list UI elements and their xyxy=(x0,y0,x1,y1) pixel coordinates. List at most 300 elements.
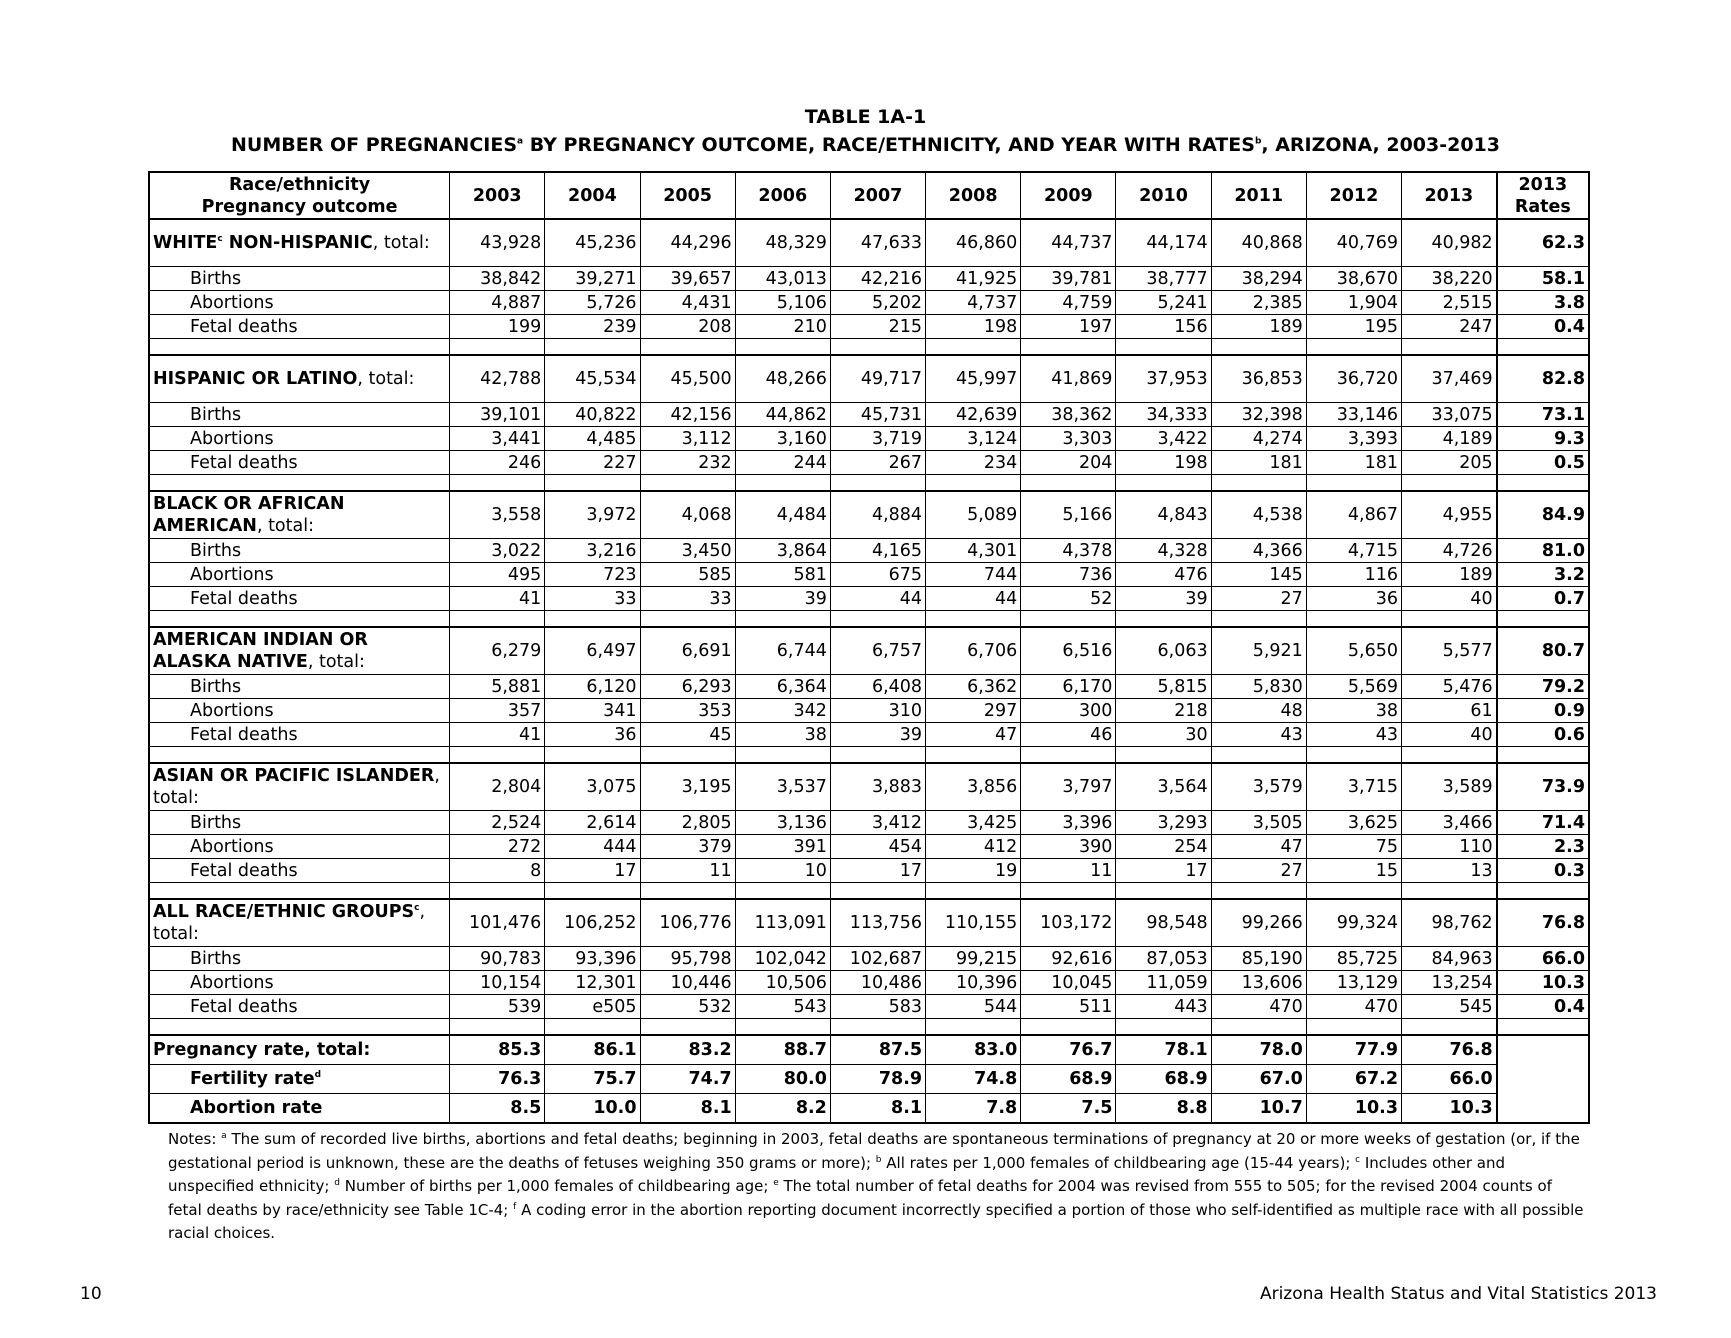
table-cell: 33,146 xyxy=(1306,403,1401,427)
outcome-row xyxy=(149,267,1589,291)
table-cell: 44,862 xyxy=(735,403,830,427)
table-cell: 2,805 xyxy=(640,811,735,835)
table-cell: 3,864 xyxy=(735,539,830,563)
table-cell: 254 xyxy=(1116,835,1211,859)
spacer-cell xyxy=(1211,475,1306,492)
table-cell: 36,853 xyxy=(1211,355,1306,403)
table-cell: 3,136 xyxy=(735,811,830,835)
group-total-suffix: , total: xyxy=(153,766,440,808)
spacer-cell xyxy=(450,883,545,900)
spacer-cell xyxy=(1116,747,1211,764)
footnote-marker: f xyxy=(513,1201,517,1212)
table-cell: 2,515 xyxy=(1402,291,1497,315)
table-cell: 3,450 xyxy=(640,539,735,563)
table-cell: 3,715 xyxy=(1306,763,1401,811)
group-total-row xyxy=(149,627,1589,675)
table-cell: 244 xyxy=(735,451,830,475)
spacer-cell xyxy=(450,1019,545,1036)
spacer-cell xyxy=(545,1019,640,1036)
spacer-row xyxy=(149,339,1589,356)
outcome-label: Abortions xyxy=(149,563,450,587)
table-cell: 40 xyxy=(1402,587,1497,611)
table-cell: 85,725 xyxy=(1306,947,1401,971)
table-cell: 412 xyxy=(926,835,1021,859)
table-cell: 103,172 xyxy=(1021,899,1116,947)
table-cell: 44 xyxy=(926,587,1021,611)
table-cell: 40 xyxy=(1402,723,1497,747)
spacer-cell xyxy=(1211,747,1306,764)
spacer-row xyxy=(149,883,1589,900)
spacer-cell xyxy=(1306,611,1401,628)
table-cell: 47 xyxy=(1211,835,1306,859)
table-cell: 17 xyxy=(545,859,640,883)
table-cell: 2,524 xyxy=(450,811,545,835)
table-cell: 7.5 xyxy=(1021,1094,1116,1124)
table-cell: e505 xyxy=(545,995,640,1019)
table-cell: 102,042 xyxy=(735,947,830,971)
table-cell: 391 xyxy=(735,835,830,859)
rate-row xyxy=(149,1094,1589,1124)
rate-cell: 80.7 xyxy=(1497,627,1589,675)
table-cell: 61 xyxy=(1402,699,1497,723)
table-cell: 92,616 xyxy=(1021,947,1116,971)
spacer-cell xyxy=(640,1019,735,1036)
table-cell: 246 xyxy=(450,451,545,475)
table-cell: 6,063 xyxy=(1116,627,1211,675)
header-year: 2006 xyxy=(735,172,830,219)
table-cell: 45,997 xyxy=(926,355,1021,403)
table-cell: 78.9 xyxy=(830,1065,925,1094)
header-year: 2007 xyxy=(830,172,925,219)
table-cell: 495 xyxy=(450,563,545,587)
table-cell: 156 xyxy=(1116,315,1211,339)
footnote-marker: c xyxy=(1355,1154,1361,1165)
table-cell: 3,393 xyxy=(1306,427,1401,451)
footnote-marker: d xyxy=(334,1178,340,1188)
table-cell: 2,614 xyxy=(545,811,640,835)
table-cell: 38,777 xyxy=(1116,267,1211,291)
table-cell: 75.7 xyxy=(545,1065,640,1094)
table-cell: 6,516 xyxy=(1021,627,1116,675)
spacer-cell xyxy=(450,747,545,764)
table-cell: 38,362 xyxy=(1021,403,1116,427)
table-cell: 3,883 xyxy=(830,763,925,811)
table-cell: 106,776 xyxy=(640,899,735,947)
group-total-suffix: , total: xyxy=(153,902,426,944)
table-cell: 545 xyxy=(1402,995,1497,1019)
table-cell: 4,884 xyxy=(830,491,925,539)
table-cell: 4,843 xyxy=(1116,491,1211,539)
table-cell: 5,241 xyxy=(1116,291,1211,315)
table-cell: 41 xyxy=(450,723,545,747)
table-cell: 205 xyxy=(1402,451,1497,475)
outcome-row xyxy=(149,835,1589,859)
spacer-cell xyxy=(149,747,450,764)
table-cell: 38 xyxy=(1306,699,1401,723)
spacer-cell xyxy=(1497,883,1589,900)
outcome-label: Births xyxy=(149,811,450,835)
outcome-row xyxy=(149,587,1589,611)
group-total-row xyxy=(149,491,1589,539)
rate-cell: 71.4 xyxy=(1497,811,1589,835)
table-cell: 46,860 xyxy=(926,219,1021,267)
table-cell: 4,867 xyxy=(1306,491,1401,539)
table-cell: 10,154 xyxy=(450,971,545,995)
table-cell: 39 xyxy=(735,587,830,611)
table-cell: 39 xyxy=(830,723,925,747)
table-cell: 5,815 xyxy=(1116,675,1211,699)
table-cell: 98,762 xyxy=(1402,899,1497,947)
spacer-cell xyxy=(545,339,640,356)
header-year: 2010 xyxy=(1116,172,1211,219)
table-cell: 43 xyxy=(1306,723,1401,747)
table-cell: 4,274 xyxy=(1211,427,1306,451)
table-cell: 41 xyxy=(450,587,545,611)
outcome-label: Fetal deaths xyxy=(149,995,450,1019)
table-cell: 10,506 xyxy=(735,971,830,995)
table-cell: 10.3 xyxy=(1306,1094,1401,1124)
outcome-row xyxy=(149,563,1589,587)
table-cell: 10,486 xyxy=(830,971,925,995)
header-year: 2012 xyxy=(1306,172,1401,219)
spacer-cell xyxy=(1116,883,1211,900)
table-cell: 13,129 xyxy=(1306,971,1401,995)
spacer-cell xyxy=(1021,611,1116,628)
table-cell: 44 xyxy=(830,587,925,611)
table-cell: 36 xyxy=(545,723,640,747)
table-cell: 3,625 xyxy=(1306,811,1401,835)
blank-cell xyxy=(1497,1094,1589,1124)
outcome-label: Abortions xyxy=(149,427,450,451)
table-cell: 37,953 xyxy=(1116,355,1211,403)
table-cell: 67.0 xyxy=(1211,1065,1306,1094)
rate-label-text: Abortion rate xyxy=(190,1098,323,1118)
table-cell: 267 xyxy=(830,451,925,475)
table-cell: 38,220 xyxy=(1402,267,1497,291)
table-cell: 1,904 xyxy=(1306,291,1401,315)
spacer-cell xyxy=(1116,1019,1211,1036)
table-cell: 76.8 xyxy=(1402,1035,1497,1065)
outcome-label: Abortions xyxy=(149,699,450,723)
table-cell: 46 xyxy=(1021,723,1116,747)
table-cell: 45 xyxy=(640,723,735,747)
table-cell: 45,534 xyxy=(545,355,640,403)
header-year: 2011 xyxy=(1211,172,1306,219)
spacer-cell xyxy=(926,1019,1021,1036)
spacer-cell xyxy=(926,883,1021,900)
table-cell: 357 xyxy=(450,699,545,723)
table-cell: 33,075 xyxy=(1402,403,1497,427)
group-name: ALL RACE/ETHNIC GROUPS xyxy=(153,902,415,922)
header-year: 2009 xyxy=(1021,172,1116,219)
table-cell: 40,769 xyxy=(1306,219,1401,267)
spacer-cell xyxy=(545,747,640,764)
table-cell: 3,396 xyxy=(1021,811,1116,835)
footnote-marker: b xyxy=(875,1154,882,1165)
group-total-label xyxy=(149,899,450,947)
table-cell: 145 xyxy=(1211,563,1306,587)
table-cell: 27 xyxy=(1211,859,1306,883)
spacer-cell xyxy=(735,883,830,900)
outcome-label: Fetal deaths xyxy=(149,859,450,883)
page-number: 10 xyxy=(80,1284,102,1304)
table-cell: 204 xyxy=(1021,451,1116,475)
table-cell: 83.0 xyxy=(926,1035,1021,1065)
rate-cell: 79.2 xyxy=(1497,675,1589,699)
table-cell: 583 xyxy=(830,995,925,1019)
rate-label-text: Pregnancy rate, total: xyxy=(153,1040,371,1060)
table-cell: 3,022 xyxy=(450,539,545,563)
outcome-row xyxy=(149,315,1589,339)
table-cell: 3,564 xyxy=(1116,763,1211,811)
spacer-cell xyxy=(926,475,1021,492)
rate-cell: 76.8 xyxy=(1497,899,1589,947)
spacer-cell xyxy=(1306,475,1401,492)
table-title: NUMBER OF PREGNANCIES$^a$ BY PREGNANCY OUTCOME, RACE/ETHNICITY, AND YEAR WITH RATES$^b$, ARIZONA, 2003-2013 xyxy=(231,134,1500,156)
table-cell: 48,329 xyxy=(735,219,830,267)
spacer-cell xyxy=(830,475,925,492)
outcome-label: Births xyxy=(149,675,450,699)
group-total-suffix: , total: xyxy=(372,233,430,253)
table-cell: 43,013 xyxy=(735,267,830,291)
table-cell: 49,717 xyxy=(830,355,925,403)
rate-label xyxy=(149,1065,450,1094)
table-cell: 90,783 xyxy=(450,947,545,971)
table-cell: 476 xyxy=(1116,563,1211,587)
table-cell: 208 xyxy=(640,315,735,339)
table-cell: 15 xyxy=(1306,859,1401,883)
rate-label-text: Fertility rate xyxy=(190,1069,315,1089)
group-name: ASIAN OR PACIFIC ISLANDER xyxy=(153,766,435,786)
spacer-cell xyxy=(149,611,450,628)
spacer-cell xyxy=(1211,611,1306,628)
spacer-cell xyxy=(640,747,735,764)
table-cell: 10 xyxy=(735,859,830,883)
table-cell: 4,431 xyxy=(640,291,735,315)
table-cell: 353 xyxy=(640,699,735,723)
table-cell: 38,670 xyxy=(1306,267,1401,291)
table-cell: 5,921 xyxy=(1211,627,1306,675)
rate-cell: 9.3 xyxy=(1497,427,1589,451)
table-cell: 195 xyxy=(1306,315,1401,339)
table-cell: 42,216 xyxy=(830,267,925,291)
table-cell: 6,408 xyxy=(830,675,925,699)
table-cell: 198 xyxy=(926,315,1021,339)
table-cell: 113,091 xyxy=(735,899,830,947)
group-name: AMERICAN INDIAN OR ALASKA NATIVE xyxy=(153,630,368,672)
spacer-cell xyxy=(149,1019,450,1036)
rate-label xyxy=(149,1035,450,1065)
group-total-label xyxy=(149,491,450,539)
blank-cell xyxy=(1497,1065,1589,1094)
table-cell: 5,830 xyxy=(1211,675,1306,699)
table-cell: 532 xyxy=(640,995,735,1019)
table-cell: 83.2 xyxy=(640,1035,735,1065)
table-cell: 444 xyxy=(545,835,640,859)
table-cell: 4,726 xyxy=(1402,539,1497,563)
table-cell: 181 xyxy=(1211,451,1306,475)
table-cell: 86.1 xyxy=(545,1035,640,1065)
table-cell: 32,398 xyxy=(1211,403,1306,427)
table-cell: 116 xyxy=(1306,563,1401,587)
table-cell: 43 xyxy=(1211,723,1306,747)
rate-cell: 0.4 xyxy=(1497,315,1589,339)
table-cell: 36 xyxy=(1306,587,1401,611)
group-name: BLACK OR AFRICAN AMERICAN xyxy=(153,494,345,536)
spacer-cell xyxy=(450,339,545,356)
table-cell: 300 xyxy=(1021,699,1116,723)
outcome-row xyxy=(149,427,1589,451)
table-cell: 39 xyxy=(1116,587,1211,611)
rate-cell: 10.3 xyxy=(1497,971,1589,995)
table-cell: 5,650 xyxy=(1306,627,1401,675)
spacer-cell xyxy=(450,611,545,628)
spacer-cell xyxy=(830,611,925,628)
table-cell: 10.0 xyxy=(545,1094,640,1124)
rate-cell: 73.1 xyxy=(1497,403,1589,427)
table-cell: 47 xyxy=(926,723,1021,747)
table-cell: 13,606 xyxy=(1211,971,1306,995)
outcome-row xyxy=(149,675,1589,699)
table-cell: 4,328 xyxy=(1116,539,1211,563)
table-cell: 41,925 xyxy=(926,267,1021,291)
table-cell: 45,236 xyxy=(545,219,640,267)
table-cell: 3,160 xyxy=(735,427,830,451)
header-year: 2004 xyxy=(545,172,640,219)
outcome-row xyxy=(149,451,1589,475)
group-total-row xyxy=(149,355,1589,403)
table-cell: 40,982 xyxy=(1402,219,1497,267)
group-total-label xyxy=(149,627,450,675)
spacer-cell xyxy=(830,747,925,764)
spacer-cell xyxy=(735,747,830,764)
table-cell: 6,691 xyxy=(640,627,735,675)
table-cell: 11,059 xyxy=(1116,971,1211,995)
spacer-cell xyxy=(1211,883,1306,900)
table-cell: 4,068 xyxy=(640,491,735,539)
table-cell: 543 xyxy=(735,995,830,1019)
table-cell: 6,706 xyxy=(926,627,1021,675)
table-cell: 19 xyxy=(926,859,1021,883)
table-cell: 43,928 xyxy=(450,219,545,267)
table-cell: 3,558 xyxy=(450,491,545,539)
table-cell: 67.2 xyxy=(1306,1065,1401,1094)
outcome-label: Fetal deaths xyxy=(149,315,450,339)
outcome-label: Births xyxy=(149,947,450,971)
table-cell: 3,856 xyxy=(926,763,1021,811)
table-cell: 38,294 xyxy=(1211,267,1306,291)
table-cell: 113,756 xyxy=(830,899,925,947)
group-total-suffix: , total: xyxy=(256,516,314,536)
table-cell: 78.0 xyxy=(1211,1035,1306,1065)
table-cell: 4,737 xyxy=(926,291,1021,315)
spacer-cell xyxy=(149,883,450,900)
table-cell: 44,174 xyxy=(1116,219,1211,267)
spacer-cell xyxy=(1402,1019,1497,1036)
table-cell: 76.3 xyxy=(450,1065,545,1094)
table-cell: 581 xyxy=(735,563,830,587)
table-cell: 17 xyxy=(830,859,925,883)
table-cell: 181 xyxy=(1306,451,1401,475)
spacer-cell xyxy=(1021,475,1116,492)
spacer-cell xyxy=(830,339,925,356)
table-cell: 68.9 xyxy=(1116,1065,1211,1094)
table-cell: 33 xyxy=(545,587,640,611)
table-cell: 7.8 xyxy=(926,1094,1021,1124)
spacer-cell xyxy=(1497,475,1589,492)
table-cell: 5,881 xyxy=(450,675,545,699)
rate-cell: 0.3 xyxy=(1497,859,1589,883)
table-cell: 3,719 xyxy=(830,427,925,451)
spacer-row xyxy=(149,475,1589,492)
table-cell: 215 xyxy=(830,315,925,339)
table-cell: 189 xyxy=(1402,563,1497,587)
table-cell: 5,476 xyxy=(1402,675,1497,699)
spacer-cell xyxy=(545,611,640,628)
outcome-label: Fetal deaths xyxy=(149,587,450,611)
table-cell: 247 xyxy=(1402,315,1497,339)
group-total-suffix: , total: xyxy=(307,652,365,672)
table-cell: 30 xyxy=(1116,723,1211,747)
table-cell: 3,412 xyxy=(830,811,925,835)
table-cell: 3,505 xyxy=(1211,811,1306,835)
table-cell: 95,798 xyxy=(640,947,735,971)
table-cell: 675 xyxy=(830,563,925,587)
table-cell: 723 xyxy=(545,563,640,587)
table-cell: 2,804 xyxy=(450,763,545,811)
rate-cell: 84.9 xyxy=(1497,491,1589,539)
outcome-row xyxy=(149,403,1589,427)
table-cell: 77.9 xyxy=(1306,1035,1401,1065)
spacer-cell xyxy=(1497,339,1589,356)
rate-row xyxy=(149,1065,1589,1094)
table-cell: 44,296 xyxy=(640,219,735,267)
table-cell: 736 xyxy=(1021,563,1116,587)
table-cell: 6,744 xyxy=(735,627,830,675)
spacer-cell xyxy=(735,611,830,628)
group-name: HISPANIC OR LATINO xyxy=(153,369,358,389)
table-cell: 3,579 xyxy=(1211,763,1306,811)
outcome-label: Fetal deaths xyxy=(149,451,450,475)
header-year: 2003 xyxy=(450,172,545,219)
table-cell: 13 xyxy=(1402,859,1497,883)
table-cell: 511 xyxy=(1021,995,1116,1019)
table-cell: 744 xyxy=(926,563,1021,587)
table-cell: 8.2 xyxy=(735,1094,830,1124)
outcome-label: Births xyxy=(149,267,450,291)
rate-label xyxy=(149,1094,450,1124)
table-cell: 6,293 xyxy=(640,675,735,699)
table-cell: 544 xyxy=(926,995,1021,1019)
group-total-suffix: , total: xyxy=(357,369,415,389)
spacer-cell xyxy=(149,339,450,356)
table-cell: 3,075 xyxy=(545,763,640,811)
table-cell: 42,156 xyxy=(640,403,735,427)
table-cell: 78.1 xyxy=(1116,1035,1211,1065)
table-cell: 85.3 xyxy=(450,1035,545,1065)
spacer-cell xyxy=(1402,747,1497,764)
table-cell: 4,485 xyxy=(545,427,640,451)
outcome-label: Abortions xyxy=(149,971,450,995)
table-cell: 3,972 xyxy=(545,491,640,539)
spacer-cell xyxy=(926,747,1021,764)
table-cell: 93,396 xyxy=(545,947,640,971)
table-cell: 34,333 xyxy=(1116,403,1211,427)
table-cell: 76.7 xyxy=(1021,1035,1116,1065)
table-cell: 11 xyxy=(1021,859,1116,883)
group-name: WHITE xyxy=(153,233,218,253)
table-cell: 3,112 xyxy=(640,427,735,451)
